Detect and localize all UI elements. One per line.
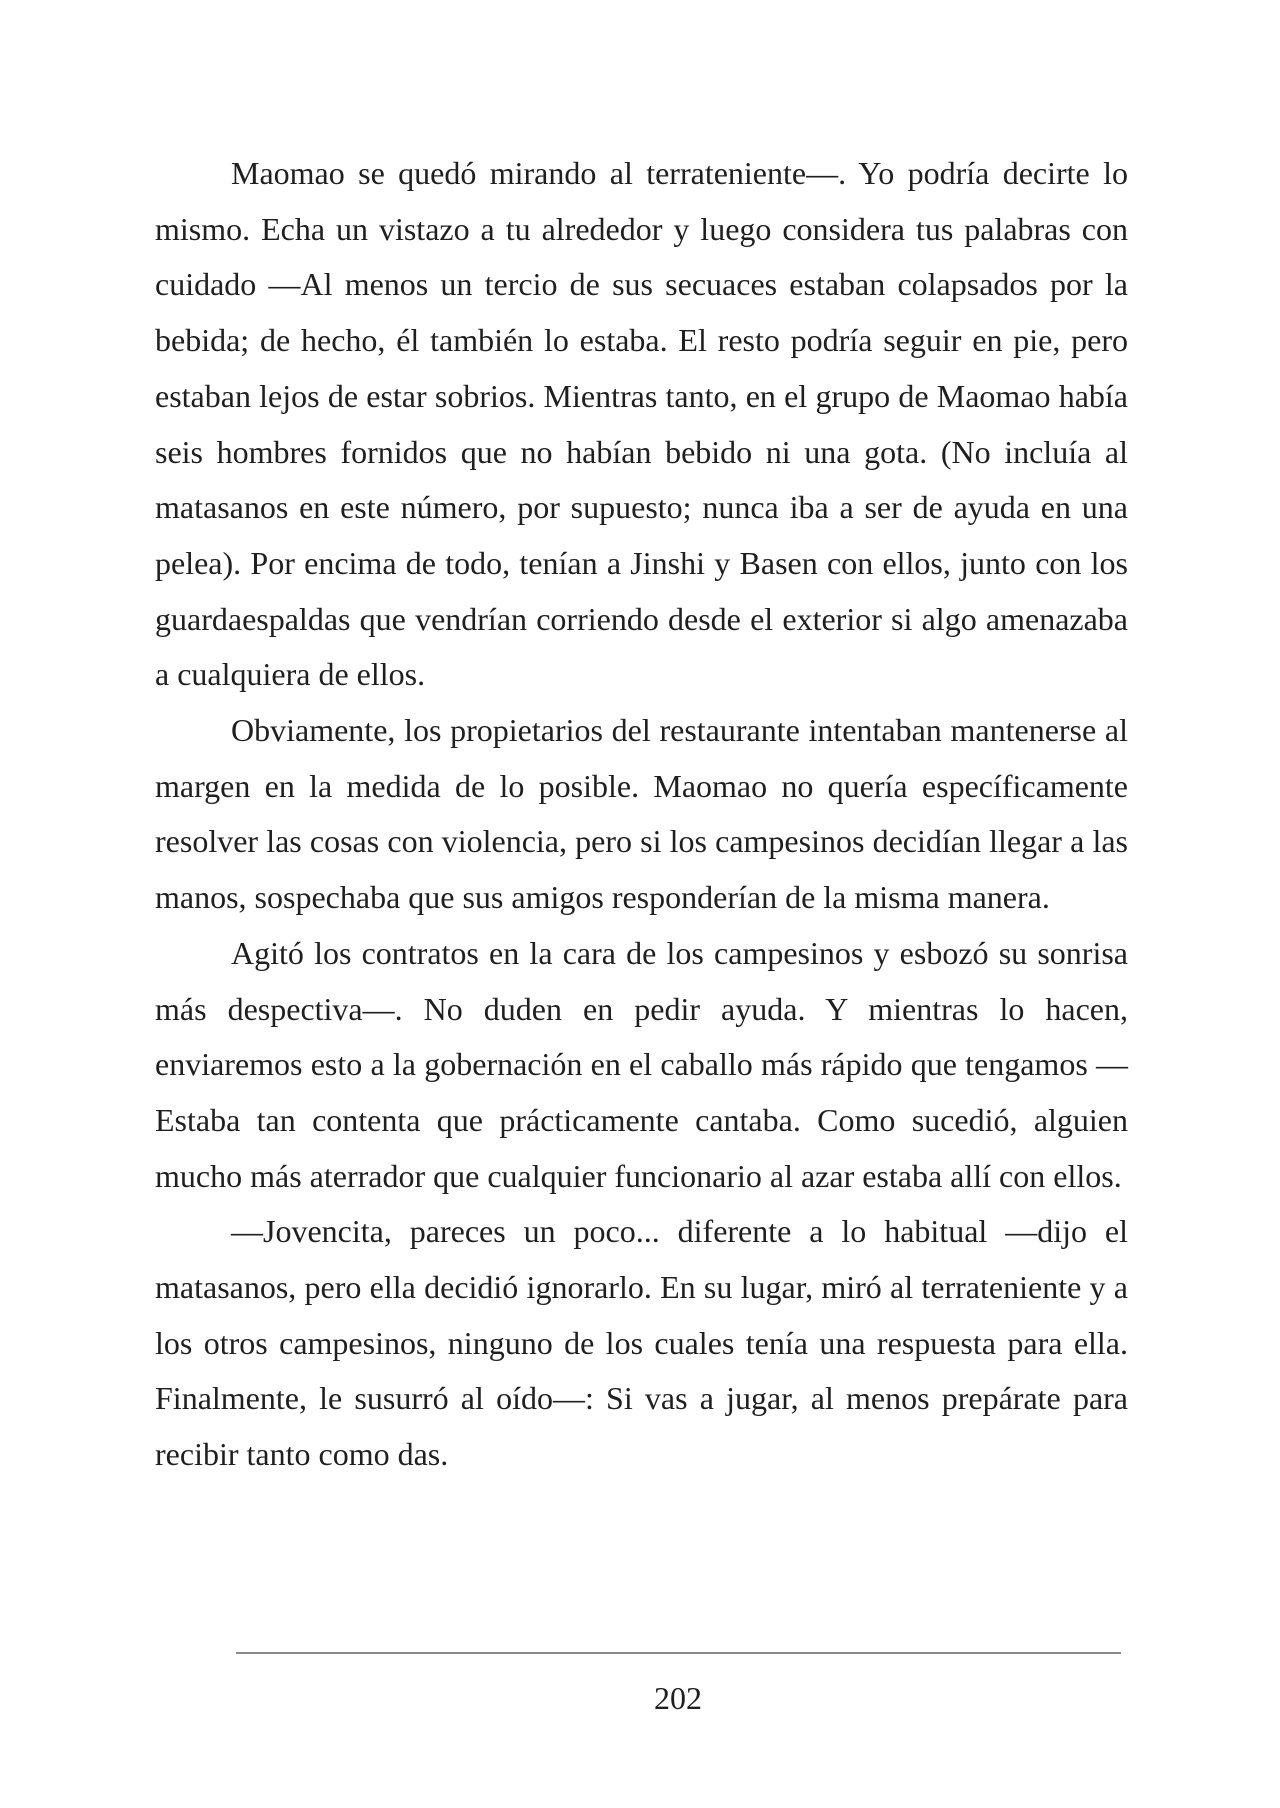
paragraph-4: —Jovencita, pareces un poco... diferente a lo habitual —dijo el matasanos, pero ella decidió ignorarlo. En su lugar, miró al terrateniente y a los otros campesinos, ninguno de los cuales tenía una respuesta para ella. Finalmente, le susurró al oído—: Si vas a jugar, al menos prepárate para recibir tanto como das. <box>155 1213 1128 1473</box>
paragraph-3: Agitó los contratos en la cara de los campesinos y esbozó su sonrisa más despectiva—. No duden en pedir ayuda. Y mientras lo hacen, enviaremos esto a la gobernación en el caballo más rápido que tengamos —Estaba tan contenta que prácticamente cantaba. Como sucedió, alguien mucho más aterrador que cualquier funcionario al azar estaba allí con ellos. <box>155 934 1128 1194</box>
page-number: 202 <box>654 1680 702 1716</box>
paragraph-1: Maomao se quedó mirando al terrateniente—. Yo podría decirte lo mismo. Echa un vistazo a tu alrededor y luego considera tus palabras con cuidado —Al menos un tercio de sus secuaces estaban colapsados por la bebida; de hecho, él también lo estaba. El resto podría seguir en pie, pero estaban lejos de estar sobrios. Mientras tanto, en el grupo de Maomao había seis hombres fornidos que no habían bebido ni una gota. (No incluía al matasanos en este número, por supuesto; nunca iba a ser de ayuda en una pelea). Por encima de todo, tenían a Jinshi y Basen con ellos, junto con los guardaespaldas que vendrían corriendo desde el exterior si algo amenazaba a cualquiera de ellos. <box>155 155 1128 693</box>
paragraph-2: Obviamente, los propietarios del restaurante intentaban mantenerse al margen en la medida de lo posible. Maomao no quería específicamente resolver las cosas con violencia, pero si los campesinos decidían llegar a las manos, sospechaba que sus amigos responderían de la misma manera. <box>155 712 1128 916</box>
body-text <box>155 146 1128 1483</box>
footer-divider <box>236 1652 1121 1654</box>
